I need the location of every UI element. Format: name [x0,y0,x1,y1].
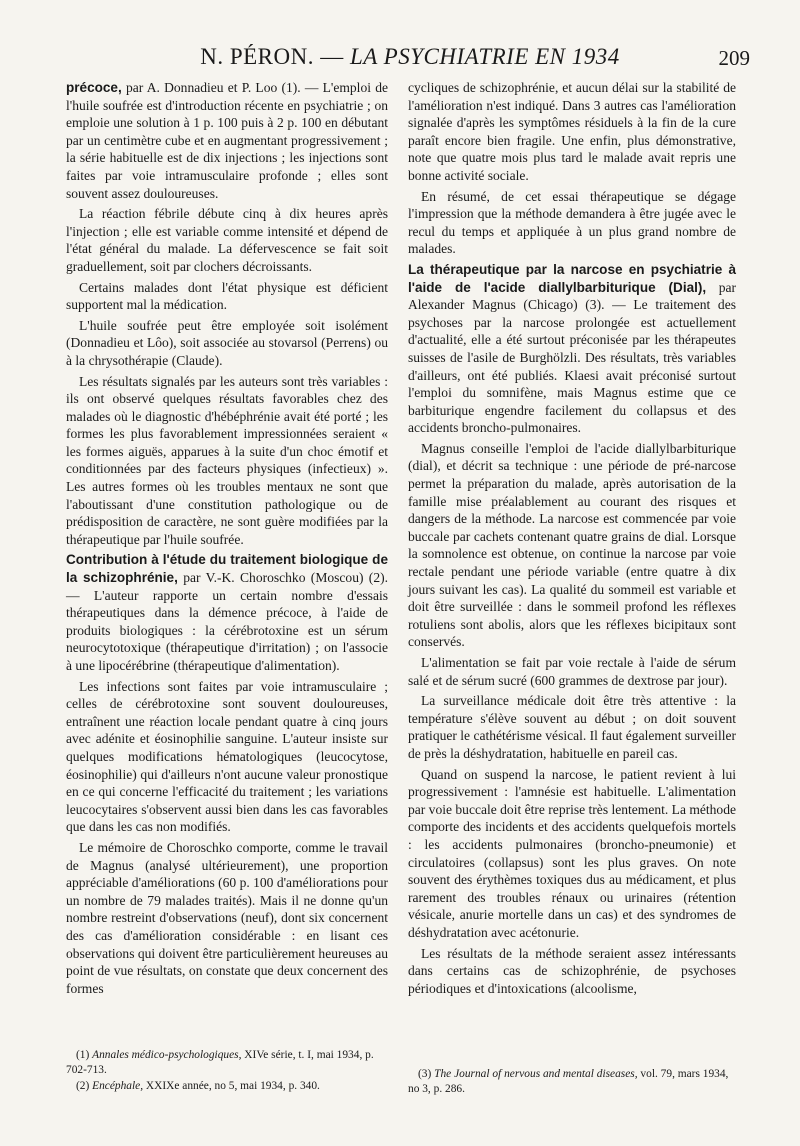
footnotes-right [408,1067,736,1098]
footnote-1 [66,1048,388,1078]
section-heading-choroschko [66,551,388,674]
footnote-text: vol. 79, mars 1934, no 3, p. 286. [408,1068,729,1095]
footnote-source: The Journal of nervous and mental diseases, [434,1068,638,1080]
paragraph: Certains malades dont l'état physique est déficient supportent mal la médication. [66,279,388,313]
footnote-source: Annales médico-psychologiques, [92,1049,242,1061]
header-author: N. PÉRON. [200,44,314,69]
header-title: LA PSYCHIATRIE EN 1934 [350,44,620,69]
paragraph: L'alimentation se fait par voie rectale à l'aide de sérum salé et de sérum sucré (600 grammes de dextrose par jour). [408,655,736,688]
section-title: Contribution à l'étude du traitement biologique de la schizophrénie, [66,552,388,586]
paragraph: En résumé, de cet essai thérapeutique se dégage l'impression que la méthode demandera à être jugée avec le recul du temps et appliquée à un plus grand nombre de malades. [408,188,736,257]
paragraph: Les résultats signalés par les auteurs sont très variables : ils ont observé quelques résultats favorables chez des malades où le diagnostic d'hébéphrénie avait été porté ; les formes les plus favorablement impressionnées seraient « les formes aiguës, apparues à la suite d'un choc émotif et conditionnées par des facteurs physiques (infectieux) ». Les autres formes où les troubles mentaux ne sont que l'aboutissant d'une constitution pathologique ou de prédisposition de caractère, ne sont guère modifiées par la thérapeutique par l'huile soufrée. [66,373,388,547]
running-title [70,44,750,70]
page-number: 209 [718,46,750,70]
page-header [70,44,750,76]
paragraph-text: par V.-K. Choroschko (Moscou) (2). — L'auteur rapporte un certain nombre d'essais thérapeutiques dans la démence précoce, à l'aide de produits biologiques : la cérébrotoxine est un sérum neurocytotoxique (thérapeutique d'irritation) ; on l'associe à une lipocérébrine (thérapeutique d'alimentation). [66,570,388,673]
paragraph: Les résultats de la méthode seraient assez intéressants dans certains cas de schizophrénie, de psychoses périodiques et d'intoxications (alcoolisme, [408,945,736,996]
paragraph [66,79,388,202]
paragraph: L'huile soufrée peut être employée soit isolément (Donnadieu et Lôo), soit associée au stovarsol (Perrens) ou à la chrysothérapie (Claude). [66,317,388,368]
paragraph: La surveillance médicale doit être très attentive : la température s'élève souvent au début ; on doit souvent pratiquer le cathétérisme vésical. Il faut également surveiller de près la déshydratation, habituelle en pareil cas. [408,693,736,761]
paragraph: Le mémoire de Choroschko comporte, comme le travail de Magnus (analysé ultérieurement), une proportion appréciable d'améliorations (60 p. 100 d'améliorations pour un nombre de 79 malades traités). Mais il ne donne qu'un nombre restreint d'observations (neuf), dont six concernent des cas d'amélioration considérable : en lisant ces observations qui doivent être particulièrement heureuses au point de vue résultats, on constate que deux concernent des formes [66,839,389,996]
footnote-text: XXIXe année, no 5, mai 1934, p. 340. [143,1080,320,1092]
footnote-number: (2) [76,1080,93,1092]
section-title: La thérapeutique par la narcose en psychiatrie à l'aide de l'acide diallylbarbiturique (Dial), [408,261,736,295]
footnotes-left [66,1048,388,1095]
footnote-source: Encéphale, [92,1080,144,1092]
paragraph: cycliques de schizophrénie, et aucun délai sur la stabilité de l'amélioration n'est indiqué. Dans 3 autres cas l'amélioration signalée d'après les symptômes résiduels à la fin de la cure paraît encore bien fragile. Une enfin, plus démonstrative, note que quatre mois plus tard le malade avait repris une bonne activité sociale. [408,80,736,183]
paragraph: Les infections sont faites par voie intramusculaire ; celles de cérébrotoxine sont souvent douloureuses, entraînent une réaction locale pendant quatre à cinq jours avec adénite et éosinophilie sanguine. L'auteur insiste sur quelques modifications hématologiques (leucocytose, éosinophilie) qui d'ailleurs n'ont aucune valeur pronostique en ce qui concerne l'efficacité du traitement ; les variations leucocytaires s'observent aussi bien dans les cas favorables que dans les cas non modifiés. [66,678,388,835]
footnote-number: (1) [76,1049,93,1061]
footnote-number: (3) [418,1068,435,1080]
section-title-continued: précoce, [66,80,122,95]
right-column [408,79,736,1000]
left-column [66,79,388,1000]
paragraph-text: par Alexander Magnus (Chicago) (3). — Le traitement des psychoses par la narcose prolongée est actuellement d'actualité, elle a été surtout préconisée par les thérapeutes suisses de l'asile de Burghölzli. Des résultats, très variables d'ailleurs, ont été publiés. Klaesi avait préconisé surtout l'emploi du somnifène, mais Magnus estime que ce barbiturique engendre facilement du collapsus et des accidents broncho-pulmonaires. [408,279,737,436]
paragraph-text: par A. Donnadieu et P. Loo (1). — L'emploi de l'huile soufrée est d'introduction récente en psychiatrie ; on emploie une solution à 1 p. 100 puis à 2 p. 100 en débutant par un centimètre cube et en augmentant progressivement ; la série habituelle est de dix injections ; les injections sont faites par voie intramusculaire profonde ; elles sont souvent assez douloureuses. [66,80,388,201]
footnote-3 [408,1067,736,1097]
footnote-2 [66,1079,388,1094]
footnote-text: XIVe série, t. I, mai 1934, p. 702-713. [66,1049,374,1076]
paragraph: La réaction fébrile débute cinq à dix heures après l'injection ; elle est variable comme intensité et dépend de l'état général du malade. La défervescence se fait soit graduellement, soit par clochers décroissants. [66,206,388,274]
section-heading-magnus [408,261,736,437]
header-dash: — [314,44,350,69]
paragraph: Quand on suspend la narcose, le patient revient à lui progressivement : l'amnésie est habituelle. L'alimentation par voie buccale doit être reprise très lentement. La méthode comporte des incidents et des accidents quelquefois mortels : les accidents pulmonaires (broncho-pneumonie) et circulatoires (collapsus) sont les plus graves. On note souvent des érythèmes toxiques dus au médicament, et plus rarement des troubles rénaux ou urinaires (rétention vésicale, anurie mortelle dans un cas) et des syndromes de déshydratation avec acétonurie. [408,766,736,940]
paragraph: Magnus conseille l'emploi de l'acide diallylbarbiturique (dial), et décrit sa technique : une période de pré-narcose permet la préparation du malade, après autorisation de la famille mise préalablement au courant des risques et dangers de la méthode. La narcose est commencée par voie buccale par cachets contenant quatre grains de dial. Lorsque la somnolence est obtenue, on continue la narcose par voie rectale pendant une période variable (entre quatre à dix jours suivant les cas). La qualité du sommeil est variable et doit être surveillée : dans le sommeil profond les réflexes rotuliens sont abolis, alors que les réflexes bicipitaux sont conservés. [408,440,736,650]
